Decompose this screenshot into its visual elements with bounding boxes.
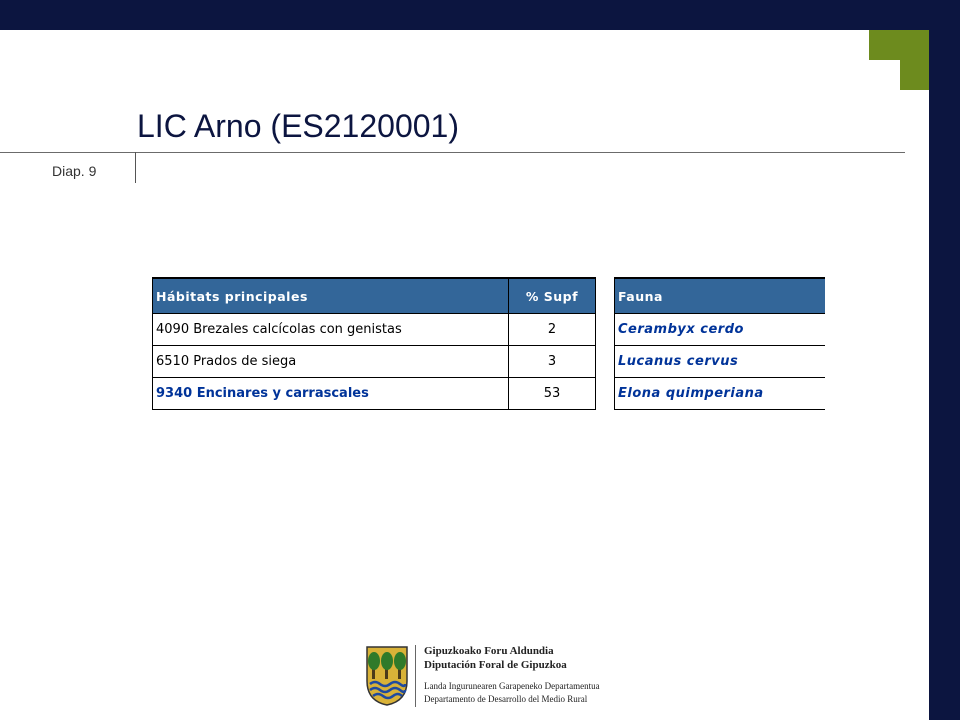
habitats-header: Hábitats principales xyxy=(153,278,509,314)
slide-number: Diap. 9 xyxy=(52,163,97,179)
habitat-cell: 9340 Encinares y carrascales xyxy=(153,378,509,410)
habitats-table xyxy=(152,277,596,410)
table-row xyxy=(615,346,826,378)
surface-cell: 3 xyxy=(509,346,596,378)
footer-line-2: Diputación Foral de Gipuzkoa xyxy=(424,659,567,671)
footer-institution xyxy=(424,644,600,706)
fauna-header: Fauna xyxy=(615,278,826,314)
footer-line-3: Landa Ingurunearen Garapeneko Departamentua xyxy=(424,681,600,691)
species-cell: Cerambyx cerdo xyxy=(615,314,826,346)
surface-header: % Supf xyxy=(509,278,596,314)
top-bar xyxy=(0,0,960,30)
table-row xyxy=(153,314,596,346)
gipuzkoa-shield-icon xyxy=(365,645,409,707)
footer-divider xyxy=(415,645,416,707)
footer-line-1: Gipuzkoako Foru Aldundia xyxy=(424,645,554,657)
surface-cell: 2 xyxy=(509,314,596,346)
slide-number-divider xyxy=(135,152,136,183)
species-cell: Elona quimperiana xyxy=(615,378,826,410)
habitat-cell: 4090 Brezales calcícolas con genistas xyxy=(153,314,509,346)
surface-cell: 53 xyxy=(509,378,596,410)
accent-square-large xyxy=(900,30,929,90)
table-row xyxy=(153,378,596,410)
slide-title: LIC Arno (ES2120001) xyxy=(137,108,459,144)
species-cell: Lucanus cervus xyxy=(615,346,826,378)
table-row xyxy=(615,314,826,346)
footer-line-4: Departamento de Desarrollo del Medio Rural xyxy=(424,694,588,704)
fauna-header-row xyxy=(615,278,826,314)
fauna-table xyxy=(614,277,825,410)
habitat-cell: 6510 Prados de siega xyxy=(153,346,509,378)
table-row xyxy=(153,346,596,378)
accent-square-small xyxy=(869,30,900,60)
habitats-header-row xyxy=(153,278,596,314)
right-bar xyxy=(929,30,960,720)
table-row xyxy=(615,378,826,410)
